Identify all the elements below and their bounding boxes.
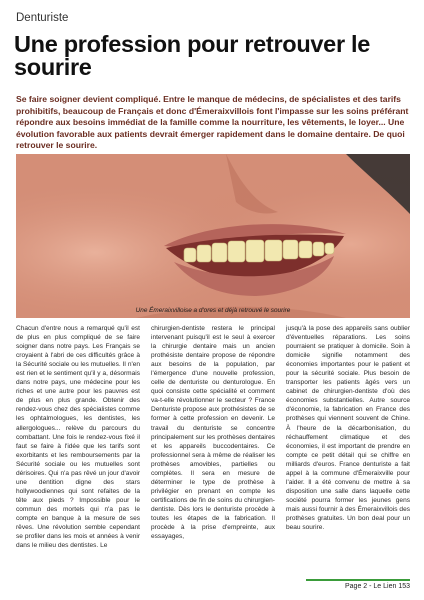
- article-lead: Se faire soigner devient compliqué. Entre le manque de médecins, de spécialistes et des tarifs prohibitifs, beaucoup de Français et donc d'Émeraixvillois font l'impasse sur les soins préférant répondre aux besoins immédiat de la famille comme la nourriture, les vêtements, le loyer... Une évolution favorable aux patients devrait émerger rapidement dans le domaine dentaire. De quoi retrouver le sourire.: [16, 94, 409, 151]
- article-photo: [16, 154, 410, 318]
- article-column-1: Chacun d'entre nous a remarqué qu'il est de plus en plus compliqué de se faire soigner dans notre pays. Les Français se croyaient à l'abri de ces difficultés grâce à la Sécurité sociale ou les mutuelles. Il n'en est rien et le sentiment qu'il y a, désormais dans notre pays, une médecine pour les riches et une autre pour les pauvres est de plus en plus grande. Obtenir des rendez-vous chez des spécialistes comme les ophtalmologues, les dentistes, les allergologues... relève du parcours du combattant. Une fois le rendez-vous fixé il faut se faire à l'idée que les tarifs sont exorbitants et les remboursements par la Sécurité sociale ou les mutuelles sont dérisoires. Qui n'a pas rêvé un jour d'avoir une dentition digne des stars hollywoodiennes qui sont refaites de la tête aux pieds ? Impossible pour le commun des mortels qui n'a pas le compte en banque à la mesure de ses rêves. Une révolution semble cependant se profiler dans les mois et années à venir dans le milieu des dentistes. Le: [16, 325, 140, 550]
- page-number: Page 2 - Le Lien 153: [345, 583, 410, 590]
- article-column-2: chirurgien-dentiste restera le principal intervenant puisqu'il est le seul à exercer la chirurgie dentaire mais un ancien prothésiste dentaire propose de répondre aux besoins de la population, par l'émergence d'une nouvelle profession, celle de denturiste ou denturologue. En quoi consiste cette spécialité et comment va-t-elle révolutionner le secteur ? France Denturiste propose aux prothésistes de se former à cette profession en devenir. Le travail du denturiste se concentre principalement sur les prothèses dentaires et les appareils buccodentaires. Ce professionnel sera à même de réaliser les prothèses amovibles, partielles ou complètes. Il sera en mesure de déterminer le type de prothèse à privilégier en prenant en compte les certifications de fin de soins du chirurgien-dentiste. Dès lors le denturiste procède à toutes les étapes de la fabrication. Il procède à la prise d'empreinte, aux essayages,: [151, 325, 275, 541]
- footer-accent-rule: [306, 579, 410, 581]
- smiling-face-photo: [16, 154, 410, 318]
- article-body: [16, 324, 410, 582]
- photo-caption: Une Émeraixvilloise a d'ores et déjà retrouvé le sourire: [135, 307, 291, 314]
- article-title: Une profession pour retrouver le sourire: [14, 31, 371, 80]
- article-column-3: jusqu'à la pose des appareils sans oublier d'éventuelles réparations. Les soins pourraient se pratiquer à domicile. Soin à domicile signifie notamment des économies importantes pour le patient et pour la sécurité sociale. Plus besoin de transporter les patients âgés vers un cabinet de chirurgien-dentiste d'où des économies substantielles. Autre source d'économie, la fabrication en France des prothèses qui viennent souvent de Chine. À l'heure de la décarbonisation, du réchauffement climatique et des économies, il est important de prendre en compte ce petit détail qui se chiffre en milliards d'euros. France denturiste a fait appel à la commune d'Émeraixville pour l'aider. Il a été convenu de mettre à sa disposition une salle dans laquelle cette société pourra former les jeunes gens mais aussi fournir à des Émeraixvillois des prothèses gratuites. Un bon deal pour un beau sourire.: [286, 325, 410, 532]
- section-rubric: Denturiste: [16, 12, 69, 24]
